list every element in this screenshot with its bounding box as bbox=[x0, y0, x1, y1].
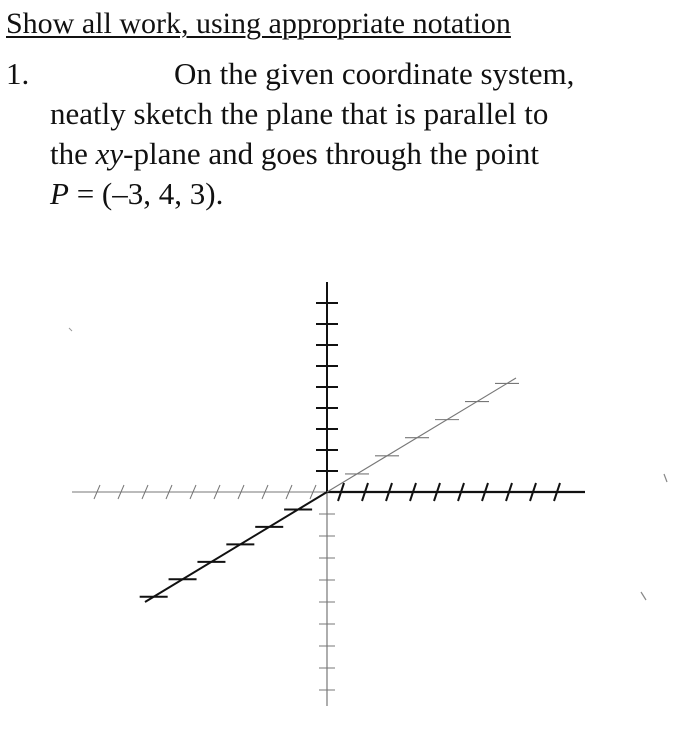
scan-mark-3 bbox=[69, 328, 72, 331]
xy-variable: xy bbox=[95, 136, 124, 171]
problem-line-1: On the given coordinate system, bbox=[174, 56, 575, 91]
x-axis-negative bbox=[327, 378, 516, 492]
point-value: = (–3, 4, 3). bbox=[68, 176, 224, 211]
line3-prefix: the bbox=[50, 136, 96, 171]
instruction-header: Show all work, using appropriate notation bbox=[6, 7, 511, 40]
scan-marks bbox=[69, 328, 667, 600]
problem-line-2: neatly sketch the plane that is parallel to bbox=[50, 96, 549, 131]
line3-suffix: -plane and goes through the point bbox=[123, 136, 539, 171]
scan-mark-1 bbox=[664, 474, 667, 482]
scan-mark-2 bbox=[641, 592, 646, 600]
point-variable: P bbox=[50, 176, 69, 211]
problem-number: 1. bbox=[6, 56, 30, 91]
